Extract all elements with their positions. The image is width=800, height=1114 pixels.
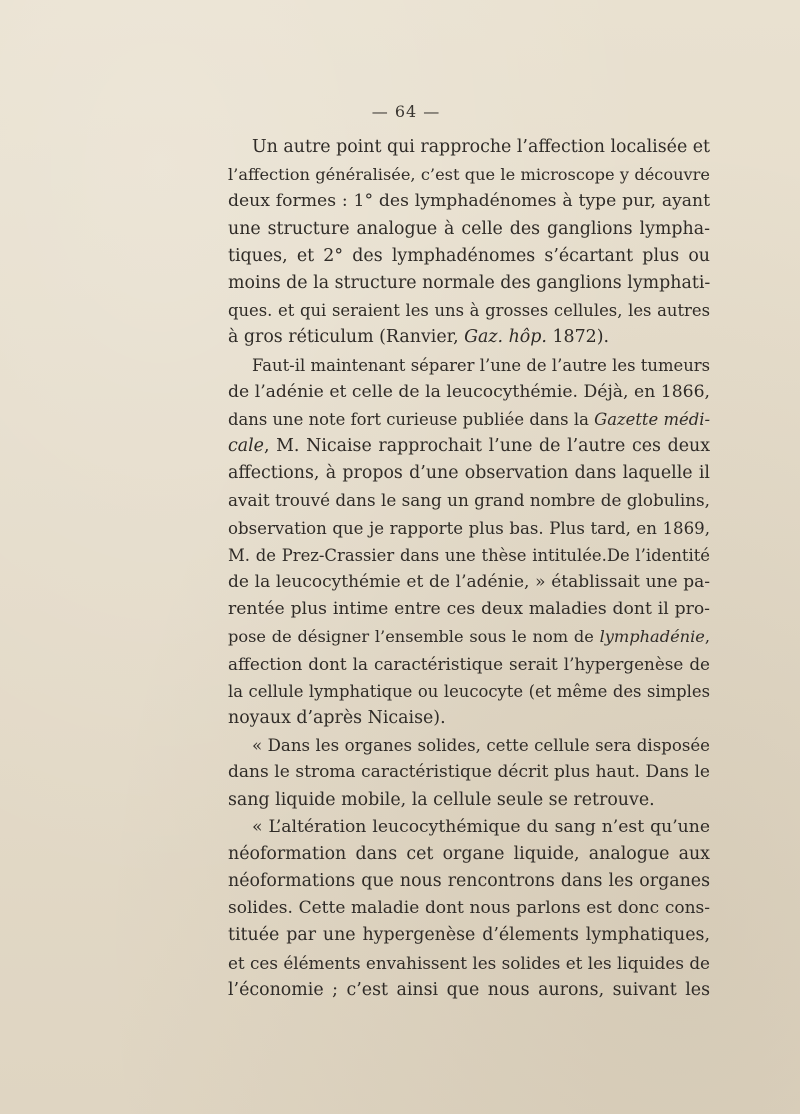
italic-text: Gazette médi- bbox=[594, 409, 710, 429]
line-text: observation que je rapporte plus bas. Plus tard, en 1869, bbox=[228, 518, 710, 538]
text-line bbox=[228, 297, 710, 324]
text-line bbox=[228, 787, 710, 814]
line-text-after: , bbox=[704, 627, 710, 647]
line-text: à gros réticulum (Ranvier, bbox=[228, 327, 465, 348]
line-text: solides. Cette maladie dont nous parlons est donc cons- bbox=[228, 898, 710, 919]
text-line bbox=[228, 922, 710, 949]
line-text: deux formes : 1° des lymphadénomes à type pur, ayant bbox=[228, 191, 710, 212]
line-text: dans le stroma caractéristique décrit plus haut. Dans le bbox=[228, 762, 710, 783]
line-text: rentée plus intime entre ces deux maladies dont il pro- bbox=[228, 599, 710, 620]
text-line bbox=[228, 270, 710, 297]
line-text: tituée par une hypergenèse d’élements lymphatiques, bbox=[228, 925, 710, 946]
line-text: l’affection généralisée, c’est que le microscope y découvre bbox=[228, 165, 710, 185]
text-line bbox=[228, 379, 710, 406]
text-line bbox=[228, 596, 710, 623]
line-text: Faut-il maintenant séparer l’une de l’autre les tumeurs bbox=[252, 355, 710, 375]
text-line bbox=[228, 352, 710, 379]
text-line bbox=[228, 977, 710, 1004]
text-line bbox=[228, 134, 710, 161]
italic-text: Gaz. hôp. bbox=[464, 327, 547, 348]
text-line bbox=[228, 406, 710, 433]
text-line bbox=[228, 569, 710, 596]
line-text: , M. Nicaise rapprochait l’une de l’autre ces deux bbox=[263, 436, 710, 457]
line-text: une structure analogue à celle des ganglions lympha- bbox=[228, 218, 710, 239]
italic-text: cale bbox=[228, 436, 264, 457]
line-text: noyaux d’après Nicaise). bbox=[228, 707, 446, 728]
line-text: affections, à propos d’une observation dans laquelle il bbox=[228, 463, 710, 484]
line-text: néoformations que nous rencontrons dans les organes bbox=[228, 871, 710, 892]
line-text-after: 1872). bbox=[546, 327, 610, 348]
line-text: « Dans les organes solides, cette cellule sera disposée bbox=[252, 736, 710, 756]
text-line bbox=[228, 732, 710, 759]
text-line bbox=[228, 868, 710, 895]
line-text: moins de la structure normale des ganglions lymphati- bbox=[228, 272, 710, 293]
line-text: et ces éléments envahissent les solides et les liquides de bbox=[228, 952, 710, 973]
line-text: pose de désigner l’ensemble sous le nom de bbox=[228, 627, 600, 647]
text-line bbox=[228, 759, 710, 786]
text-line bbox=[228, 542, 710, 569]
line-text: néoformation dans cet organe liquide, analogue aux bbox=[228, 843, 710, 864]
line-text: dans une note fort curieuse publiée dans la bbox=[228, 409, 595, 429]
text-line bbox=[228, 188, 710, 215]
text-line bbox=[228, 433, 710, 460]
line-text: affection dont la caractéristique serait l’hypergenèse de bbox=[228, 653, 710, 674]
line-text: de l’adénie et celle de la leucocythémie. Déjà, en 1866, bbox=[228, 381, 710, 402]
line-text: tiques, et 2° des lymphadénomes s’écartant plus ou bbox=[228, 245, 710, 266]
text-line bbox=[228, 678, 710, 705]
text-line bbox=[228, 216, 710, 243]
italic-text: lymphadénie bbox=[599, 627, 705, 647]
text-line bbox=[228, 651, 710, 678]
text-line bbox=[228, 515, 710, 542]
text-line bbox=[228, 161, 710, 188]
line-text: ques. et qui seraient les uns à grosses cellules, les autres bbox=[228, 301, 710, 321]
line-text: sang liquide mobile, la cellule seule se retrouve. bbox=[228, 789, 655, 810]
text-line bbox=[228, 460, 710, 487]
text-line bbox=[228, 705, 710, 732]
text-line bbox=[228, 487, 710, 514]
text-line bbox=[228, 243, 710, 270]
text-line bbox=[228, 324, 710, 351]
line-text: la cellule lymphatique ou leucocyte (et même des simples bbox=[228, 681, 710, 701]
text-line bbox=[228, 623, 710, 650]
text-line bbox=[228, 814, 710, 841]
line-text: l’économie ; c’est ainsi que nous aurons, suivant les bbox=[228, 979, 710, 1000]
line-text: avait trouvé dans le sang un grand nombre de globulins, bbox=[228, 490, 710, 511]
text-line bbox=[228, 841, 710, 868]
text-line bbox=[228, 950, 710, 977]
text-line bbox=[228, 895, 710, 922]
line-text: M. de Prez-Crassier dans une thèse intitulée.De l’identité bbox=[228, 545, 710, 565]
line-text: de la leucocythémie et de l’adénie, » établissait une pa- bbox=[228, 572, 710, 592]
line-text: « L’altération leucocythémique du sang n’est qu’une bbox=[252, 816, 710, 837]
line-text: Un autre point qui rapproche l’affection localisée et bbox=[252, 137, 710, 157]
body-text bbox=[228, 134, 710, 1004]
page-number: — 64 — bbox=[371, 102, 441, 121]
